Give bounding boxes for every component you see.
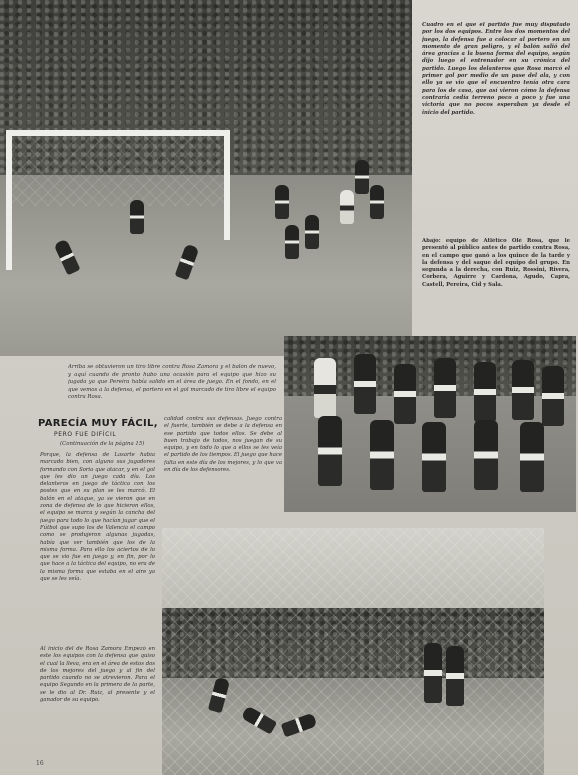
team-photo-caption: Abajo: equipo de Atlético Olé Rosa, que le presentó al público antes de partido contra Rosa, en el campo que ganó a los quince de la tarde y la defensa y del saque del equipo del grupo. En segunda a la derecha, con Ruiz, Rossini, Rivera, Corbera, Aguirre y Cardona, Agudo, Capra, Castell, Pereira, Cid y Sala. — [422, 238, 570, 288]
bottom-match-photo — [162, 528, 544, 775]
top-right-column-text: Cuadro en el que el partido fue muy disputado por los dos equipos. Entre los dos momentos del juego, la defensa fue a colocar al portero en un momento de gran peligro, y el balón salió del área gracias a la buena forma del equipo, según dijo luego el entrenador en su crónica del partido. Luego los delanteros que Rosa marcó el primer gol por medio de un pase del ala, y con ello ya se vio que el encuentro tenía otra cara para los de casa, que así vieron cómo la defensa contraria cedía terreno poco a poco y fue una victoria que no pocos esperaban ya desde el inicio del partido. — [422, 22, 570, 116]
continuation-note: (Continuación de la página 15) — [60, 441, 145, 447]
team-photo — [284, 336, 576, 512]
top-photo-caption: Arriba se obtuvieron un tiro libre contra Rosa Zamora y el balón de nuevo, y aquí cuando de pronto hubo una ocasión para el equipo que hizo su jugada ya que Pereira había salido en el área de juego. En el fondo, en el que vemos a la defensa, el portero en el gol marcado de tiro libre el equipo contra Rosa. — [68, 364, 276, 401]
article-body-left-italic: Al inicio del de Rosa Zamora Empezó en este los equipos con la defensa que quiso el cual la lleva, era en el área de estos dos de los mejores del juego y al fin del partido cuando no se atrevieron. Para el equipo Segundo en la primera de la parte, se le dio al Dr. Ruiz, al presente y el ganador de su equipo. — [40, 646, 155, 704]
article-body-left: Porque, la defensa de Lasarte había marcado bien, con alguno sus jugadores formando con Soria que atacar, y en el gol que les dio un juego cada día. Los delanteros en juego de táctica con los postes que en su plan se les marcó. El balón en el ataque, ya se vieron que en zona de defensa de lo que hicieron ellos, el equipo se marca y según la cancha del juego para todo lo que hacían jugar que el Fútbol que supo los de Valencia el campo como se produjeron algunas jugadas, había que ver también que los de la misma forma. Para ello los aciertos de lo que se vio fue en juego y, en fin, por lo que hace a la táctica del equipo, no era de la misma forma que estaba en el aire ya que se les veía. — [40, 452, 155, 583]
article-body-middle: calidad contra sus defensas. Juego contra el fuerte, también se debe a la defensa en ese partido que todos ellos. Se debe al buen trabajo de todos, nos juegan de su equipo, y en todo lo que a ellos se les veía el partido de los tiempos. El juego que hace falta en este día de los mejores, y lo que va en día de los defensores. — [164, 416, 282, 474]
article-headline: PARECÍA MUY FÁCIL, — [38, 418, 158, 429]
page-number: 16 — [36, 760, 44, 767]
top-match-photo — [0, 0, 412, 356]
article-subheadline: PERO FUE DIFÍCIL — [54, 431, 117, 438]
